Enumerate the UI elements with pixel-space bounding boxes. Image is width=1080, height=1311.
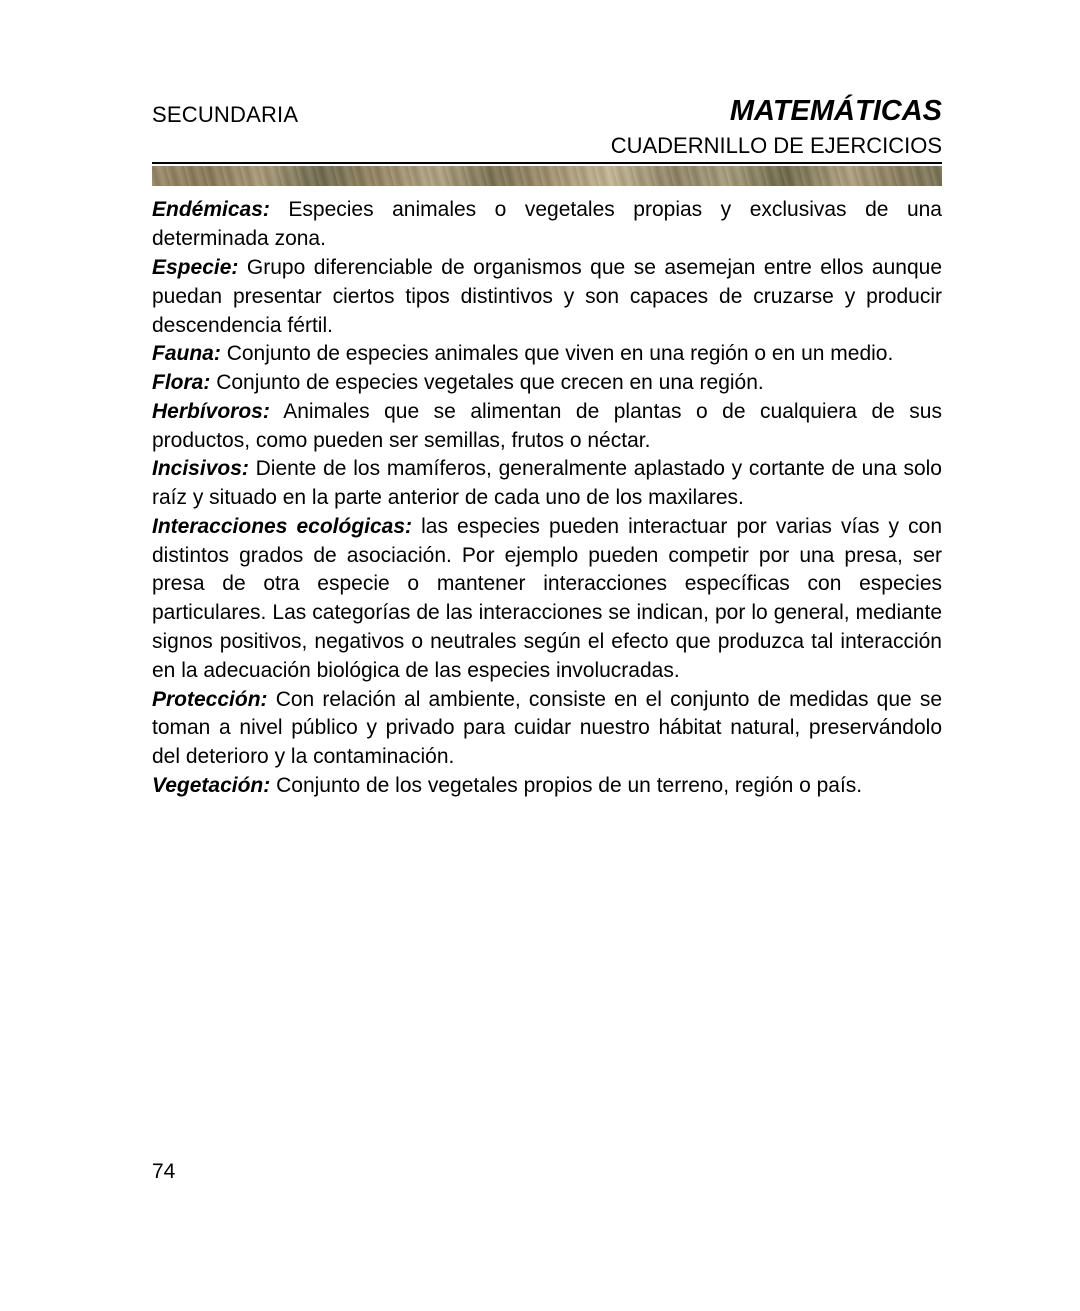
decorative-texture-strip xyxy=(152,166,942,186)
glossary-definition: Animales que se alimentan de plantas o de cualquiera de sus productos, como pueden ser semillas, frutos o néctar. xyxy=(152,399,942,452)
page-content xyxy=(152,96,942,801)
glossary-entry xyxy=(152,254,942,340)
glossary-definition: Diente de los mamíferos, generalmente aplastado y cortante de una solo raíz y situado en la parte anterior de cada uno de los maxilares. xyxy=(152,457,942,510)
glossary-definition: Conjunto de los vegetales propios de un terreno, región o país. xyxy=(276,773,863,797)
glossary-definition: Conjunto de especies vegetales que crecen en una región. xyxy=(216,371,764,395)
header-subject-title: MATEMÁTICAS xyxy=(729,95,942,127)
page-header xyxy=(152,96,942,164)
glossary-definition: las especies pueden interactuar por varias vías y con distintos grados de asociación. Por ejemplo pueden competir por una presa, ser presa de otra especie o mantener interacciones específicas con especies particulares. Las categorías de las interacciones se indican, por lo general, mediante signos positivos, negativos o neutrales según el efecto que produzca tal interacción en la adecuación biológica de las especies involucradas. xyxy=(152,514,942,682)
glossary-entry xyxy=(152,398,942,456)
glossary-term: Especie: xyxy=(152,256,239,280)
glossary-term: Vegetación: xyxy=(152,773,271,797)
header-program-label: SECUNDARIA xyxy=(152,102,299,127)
glossary-entry xyxy=(152,513,942,686)
glossary-entry xyxy=(152,686,942,772)
glossary-entry xyxy=(152,455,942,513)
glossary-term: Flora: xyxy=(152,371,211,395)
glossary-entry xyxy=(152,196,942,254)
glossary-definition: Conjunto de especies animales que viven en una región o en un medio. xyxy=(226,342,894,366)
glossary-term: Incisivos: xyxy=(152,457,249,481)
glossary-entry xyxy=(152,772,942,801)
glossary-term: Fauna: xyxy=(152,342,221,366)
glossary-definition: Especies animales o vegetales propias y exclusivas de una determinada zona. xyxy=(152,198,942,251)
glossary-entry xyxy=(152,340,942,369)
glossary-term: Herbívoros: xyxy=(152,399,270,423)
page-number: 74 xyxy=(152,1160,176,1183)
glossary-term: Endémicas: xyxy=(152,198,270,222)
glossary-term: Protección: xyxy=(152,687,268,711)
glossary-section xyxy=(152,196,942,800)
header-right-block xyxy=(611,96,942,160)
glossary-definition: Con relación al ambiente, consiste en el conjunto de medidas que se toman a nivel público y privado para cuidar nuestro hábitat natural, preservándolo del deterioro y la contaminación. xyxy=(152,687,942,769)
glossary-definition: Grupo diferenciable de organismos que se asemejan entre ellos aunque puedan presentar ciertos tipos distintivos y son capaces de cruzarse y producir descendencia fértil. xyxy=(152,256,943,337)
glossary-term: Interacciones ecológicas: xyxy=(152,514,413,538)
header-booklet-subtitle: CUADERNILLO DE EJERCICIOS xyxy=(610,132,942,158)
glossary-entry xyxy=(152,369,942,398)
